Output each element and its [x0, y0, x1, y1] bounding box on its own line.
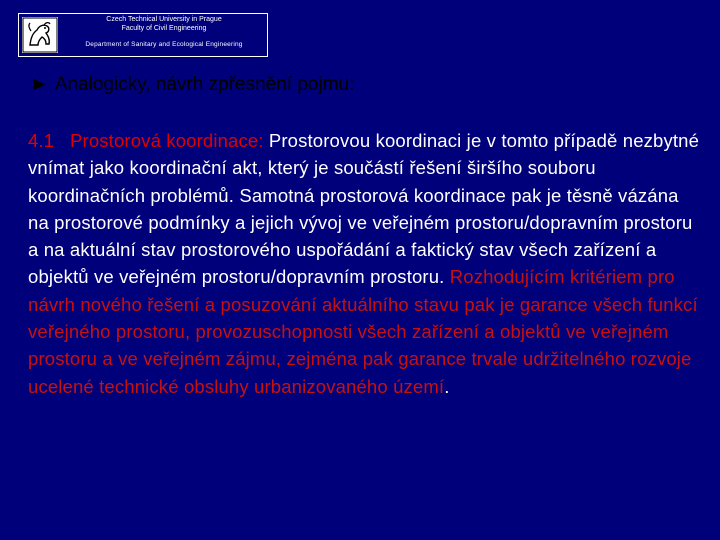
header-text — [63, 15, 265, 55]
university-name: Czech Technical University in Prague — [106, 16, 222, 23]
slide-subtitle — [30, 74, 354, 96]
section-text-end: . — [444, 375, 450, 397]
section-heading: Prostorová koordinace: — [70, 130, 264, 151]
university-header — [18, 13, 268, 57]
section-number: 4.1 — [28, 130, 55, 151]
section-text-intro: Prostorovou koordinaci je v tomto případě nezbytné vnímat jako koordinační akt, který je součástí řešení širšího souboru koordinačních problémů. Samotná prostorová koordinace pak je těsně vázána na prostorové podmínky a jejich vývoj ve veřejném prostoru/dopravním prostoru a na aktuální stav prostorového uspořádání a faktický stav všech zařízení a objektů ve veřejném prostoru/dopravním prostoru. — [28, 130, 700, 288]
university-logo — [22, 17, 58, 53]
department-name: Department of Sanitary and Ecological Engineering — [85, 41, 243, 48]
section-paragraph — [28, 127, 700, 400]
section-text-highlight: Rozhodujícím kritériem pro návrh nového řešení a posuzování aktuálního stavu pak je garance všech funkcí veřejného prostoru, provozuschopnosti všech zařízení a objektů ve veřejném prostoru a ve veřejném zájmu, zejména pak garance trvale udržitelného rozvoje ucelené technické obsluhy urbanizovaného území — [28, 266, 698, 397]
subtitle-text: Analogicky, návrh zpřesnění pojmu: — [54, 74, 355, 95]
arrow-bullet-icon: ► — [30, 74, 49, 95]
lion-emblem-icon — [22, 17, 58, 53]
faculty-name: Faculty of Civil Engineering — [121, 25, 207, 32]
